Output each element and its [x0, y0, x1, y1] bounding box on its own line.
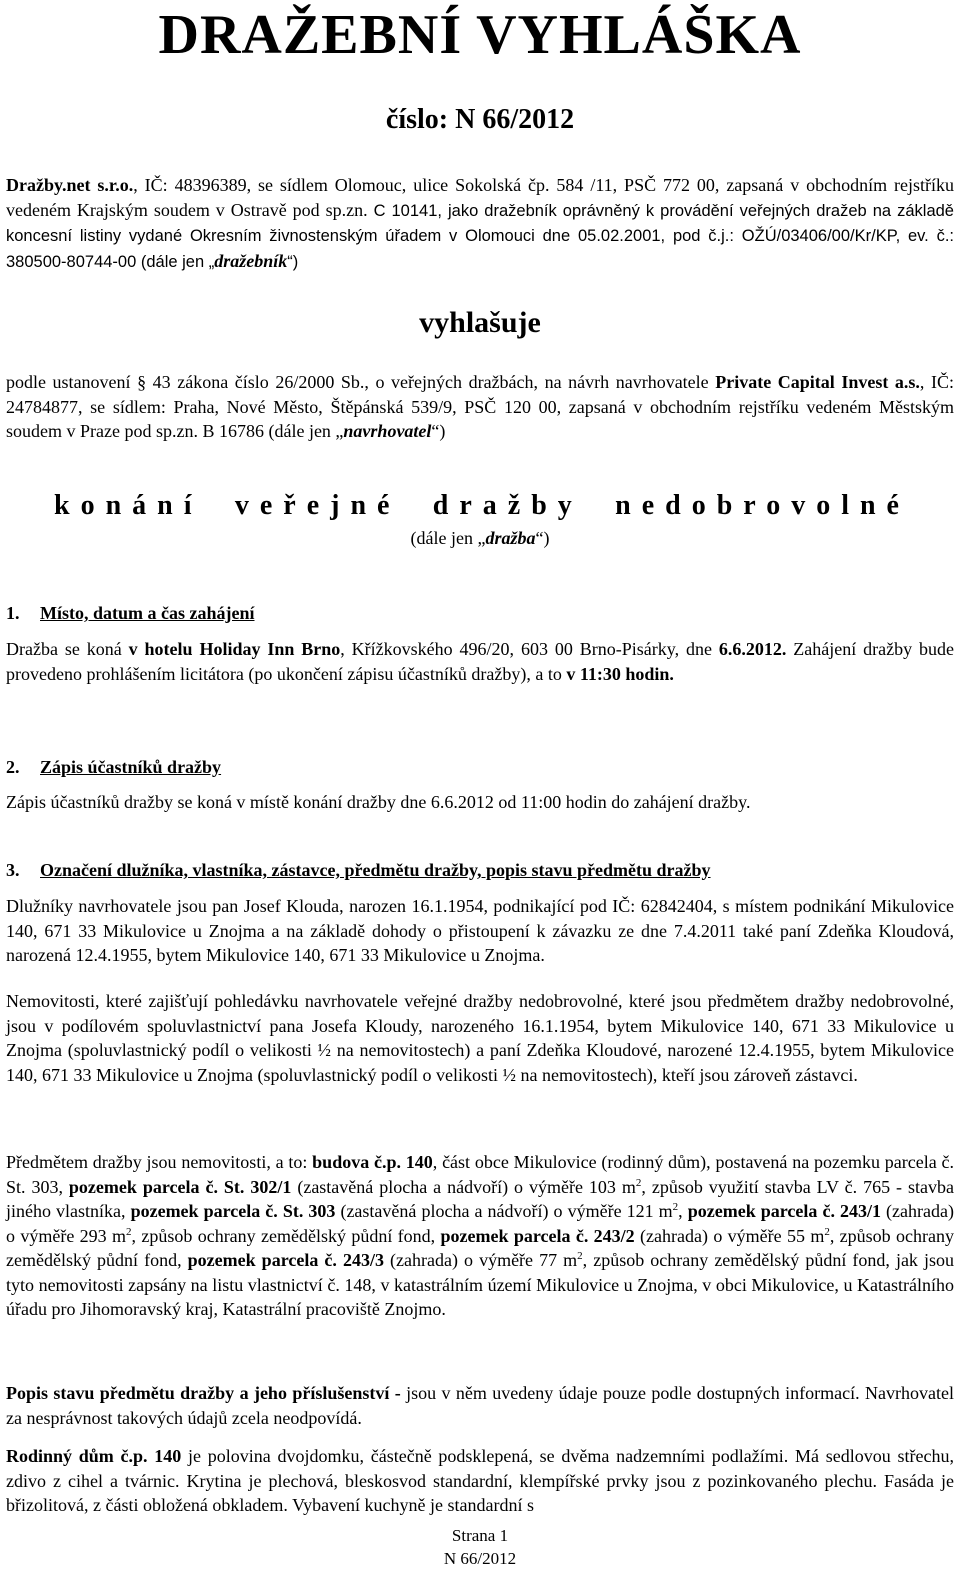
auctioneer-license: C 10141, jako dražebník oprávněný k provádění veřejných dražeb na základě koncesní listiny vydané Okresním živnostenským úřadem v Olomouci dne 05.02.2001, pod č.j.: OŽÚ/03406/00/Kr/KP, ev. č.: 380500-80744-00 (dále jen „	[6, 201, 954, 271]
section-3-heading	[6, 858, 711, 882]
proposer-intro: podle ustanovení § 43 zákona číslo 26/2000 Sb., o veřejných dražbách, na návrh navrhovatele	[6, 372, 716, 392]
auctioneer-name: Dražby.net s.r.o.	[6, 175, 134, 195]
auction-type-word: veřejné	[234, 490, 401, 521]
condition-paragraph: Popis stavu předmětu dražby a jeho příslušenství - jsou v něm uvedeny údaje pouze podle dostupných informací. Navrhovatel za nesprávnost takových údajů zcela neodpovídá.	[6, 1383, 954, 1428]
auction-alias: dražba	[485, 528, 536, 548]
document-title: DRAŽEBNÍ VYHLÁŠKA	[158, 4, 802, 66]
proposer-details: , IČ: 24784877, se sídlem: Praha, Nové Město, Štěpánská 539/9, PSČ 120 00, zapsaná v obchodním rejstříku vedeném Městským soudem v Praze pod sp.zn. B 16786 (dále jen „	[6, 372, 954, 441]
subject-paragraph: Předmětem dražby jsou nemovitosti, a to: budova č.p. 140, část obce Mikulovice (rodinný dům), postavená na pozemku parcela č. St. 303, pozemek parcela č. St. 302/1 (zastavěná plocha a nádvoří) o výměře 103 $m^2$, způsob využití stavba LV č. 765 - stavba jiného vlastníka, pozemek parcela č. St. 303 (zastavěná plocha a nádvoří) o výměře 121 $m^2$, pozemek parcela č. 243/1 (zahrada) o výměře 293 $m^2$, způsob ochrany zemědělský půdní fond, pozemek parcela č. 243/2 (zahrada) o výměře 55 $m^2$, způsob ochrany zemědělský půdní fond, pozemek parcela č. 243/3 (zahrada) o výměře 77 $m^2$, způsob ochrany zemědělský půdní fond, jak jsou tyto nemovitosti zapsány na listu vlastnictví č. 148, v katastrálním území Mikulovice u Znojma, v obci Mikulovice, u Katastrálního úřadu pro Jihomoravský kraj, Katastrální pracoviště Znojmo.	[6, 1152, 955, 1319]
section-1-label: Místo, datum a čas zahájení	[40, 603, 255, 623]
auction-type-heading	[54, 488, 910, 524]
section-2-number: 2.	[6, 757, 20, 777]
proposer-paragraph	[6, 370, 954, 444]
auction-type-word: dražby	[432, 490, 583, 521]
document-number: číslo: N 66/2012	[385, 104, 575, 135]
auction-type-word: nedobrovolné	[615, 490, 910, 521]
auctioneer-paragraph	[6, 173, 954, 274]
auctioneer-alias: dražebník	[214, 250, 288, 271]
debtors-paragraph: Dlužníky navrhovatele jsou pan Josef Klouda, narozen 16.1.1954, podnikající pod IČ: 62842404, s místem podnikání Mikulovice 140, 671 33 Mikulovice u Znojma a na základě dohody o přistoupení k závazku ze dne 7.4.2011 také paní Zdeňka Kloudová, narozená 12.4.1955, bytem Mikulovice 140, 671 33 Mikulovice u Znojma.	[6, 896, 954, 965]
declares-heading: vyhlašuje	[419, 306, 541, 339]
auctioneer-details: , IČ: 48396389, se sídlem Olomouc, ulice Sokolská čp. 584 /11, PSČ 772 00, zapsaná v obchodním rejstříku vedeném Krajským soudem v Ostravě pod sp.zn.	[6, 175, 954, 220]
section-1-heading	[6, 601, 255, 625]
section-3-label: Označení dlužníka, vlastníka, zástavce, předmětu dražby, popis stavu předmětu dražby	[40, 860, 711, 880]
section-3-number: 3.	[6, 860, 20, 880]
section-2-label: Zápis účastníků dražby	[40, 757, 222, 777]
auction-alias-line: (dále jen „dražba“)	[410, 528, 550, 548]
proposer-alias: navrhovatel	[343, 421, 432, 441]
footer-reference: N 66/2012	[443, 1549, 517, 1568]
auction-type-word: konání	[54, 490, 203, 521]
proposer-name: Private Capital Invest a.s.	[715, 372, 920, 392]
house-paragraph: Rodinný dům č.p. 140 je polovina dvojdomku, částečně podsklepená, se dvěma nadzemními podlažími. Má sedlovou střechu, zdivo z cihel a tvárnic. Krytina je plechová, bleskosvod standardní, klempířské prvky jsou z pozinkovaného plechu. Fasáda je břizolitová, z části obložená obkladem. Vybavení kuchyně je standardní s	[6, 1446, 954, 1515]
page-footer	[0, 1524, 960, 1570]
section-2-text: Zápis účastníků dražby se koná v místě konání dražby dne 6.6.2012 od 11:00 hodin do zahájení dražby.	[6, 792, 751, 812]
proposer-alias-close: “)	[431, 421, 446, 441]
section-2-heading	[6, 755, 221, 779]
properties-paragraph: Nemovitosti, které zajišťují pohledávku navrhovatele veřejné dražby nedobrovolné, které jsou předmětem dražby nedobrovolné, jsou v podílovém spoluvlastnictví pana Josefa Kloudy, narozeného 16.1.1954, bytem Mikulovice 140, 671 33 Mikulovice u Znojma (spoluvlastnický podíl o velikosti ½ na nemovitostech) a paní Zdeňka Kloudové, narozené 12.4.1955, bytem Mikulovice 140, 671 33 Mikulovice u Znojma (spoluvlastnický podíl o velikosti ½ na nemovitostech), kteří jsou zároveň zástavci.	[6, 991, 954, 1085]
auctioneer-alias-close: “)	[287, 252, 299, 271]
page-number: Strana 1	[451, 1526, 509, 1545]
section-1-number: 1.	[6, 603, 20, 623]
section-1-text: Dražba se koná v hotelu Holiday Inn Brno, Křížkovského 496/20, 603 00 Brno-Pisárky, dne 6.6.2012. Zahájení dražby bude provedeno prohlášením licitátora (po ukončení zápisu účastníků dražby), a to v 11:30 hodin.	[6, 639, 954, 684]
